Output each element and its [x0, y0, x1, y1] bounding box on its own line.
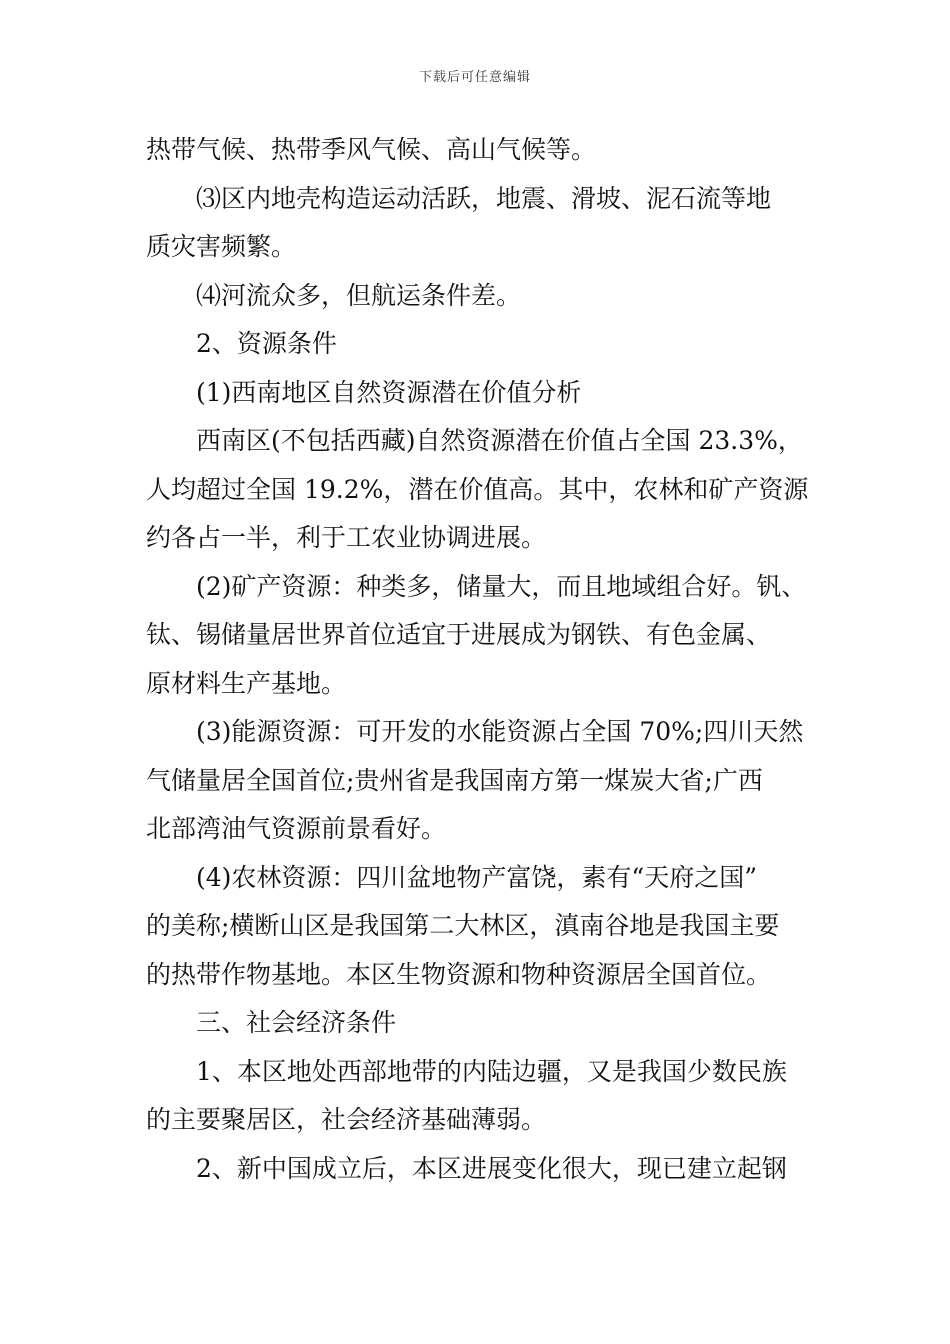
text-line: ⑶区内地壳构造运动活跃，地震、滑坡、泥石流等地: [196, 183, 772, 213]
text-line: 的主要聚居区，社会经济基础薄弱。: [146, 1105, 547, 1134]
text-line: 约各占一半，利于工农业协调进展。: [146, 523, 547, 552]
text-line: 人均超过全国 19.2%，潜在价值高。其中，农林和矿产资源: [146, 474, 809, 504]
text-line: ⑷河流众多，但航运条件差。: [196, 280, 522, 310]
text-line: 质灾害频繁。: [146, 232, 297, 261]
text-line: 钛、锡储量居世界首位适宜于进展成为钢铁、有色金属、: [146, 620, 772, 649]
text-line: 2、资源条件: [196, 329, 337, 358]
text-line: 的热带作物基地。本区生物资源和物种资源居全国首位。: [146, 959, 772, 989]
text-line: 三、社会经济条件: [196, 1008, 397, 1037]
text-line: 原材料生产基地。: [146, 668, 347, 698]
body-text: [146, 126, 816, 1193]
page-header: 下载后可任意编辑: [418, 70, 531, 85]
text-line: (3)能源资源：可开发的水能资源占全国 70%;四川天然: [196, 717, 804, 746]
text-line: 的美称;横断山区是我国第二大林区，滇南谷地是我国主要: [146, 911, 780, 940]
text-line: 西南区(不包括西藏)自然资源潜在价值占全国 23.3%，: [196, 426, 803, 455]
text-line: (2)矿产资源：种类多，储量大，而且地域组合好。钒、: [196, 571, 807, 601]
text-line: 北部湾油气资源前景看好。: [146, 814, 447, 843]
text-line: (1)西南地区自然资源潜在价值分析: [196, 377, 582, 407]
text-line: 热带气候、热带季风气候、高山气候等。: [146, 135, 597, 164]
text-line: 2、新中国成立后，本区进展变化很大，现已建立起钢: [196, 1153, 787, 1183]
text-line: 1、本区地处西部地带的内陆边疆，又是我国少数民族: [196, 1056, 787, 1086]
text-line: (4)农林资源：四川盆地物产富饶，素有“天府之国”: [196, 862, 757, 892]
text-line: 气储量居全国首位;贵州省是我国南方第一煤炭大省;广西: [146, 765, 763, 795]
